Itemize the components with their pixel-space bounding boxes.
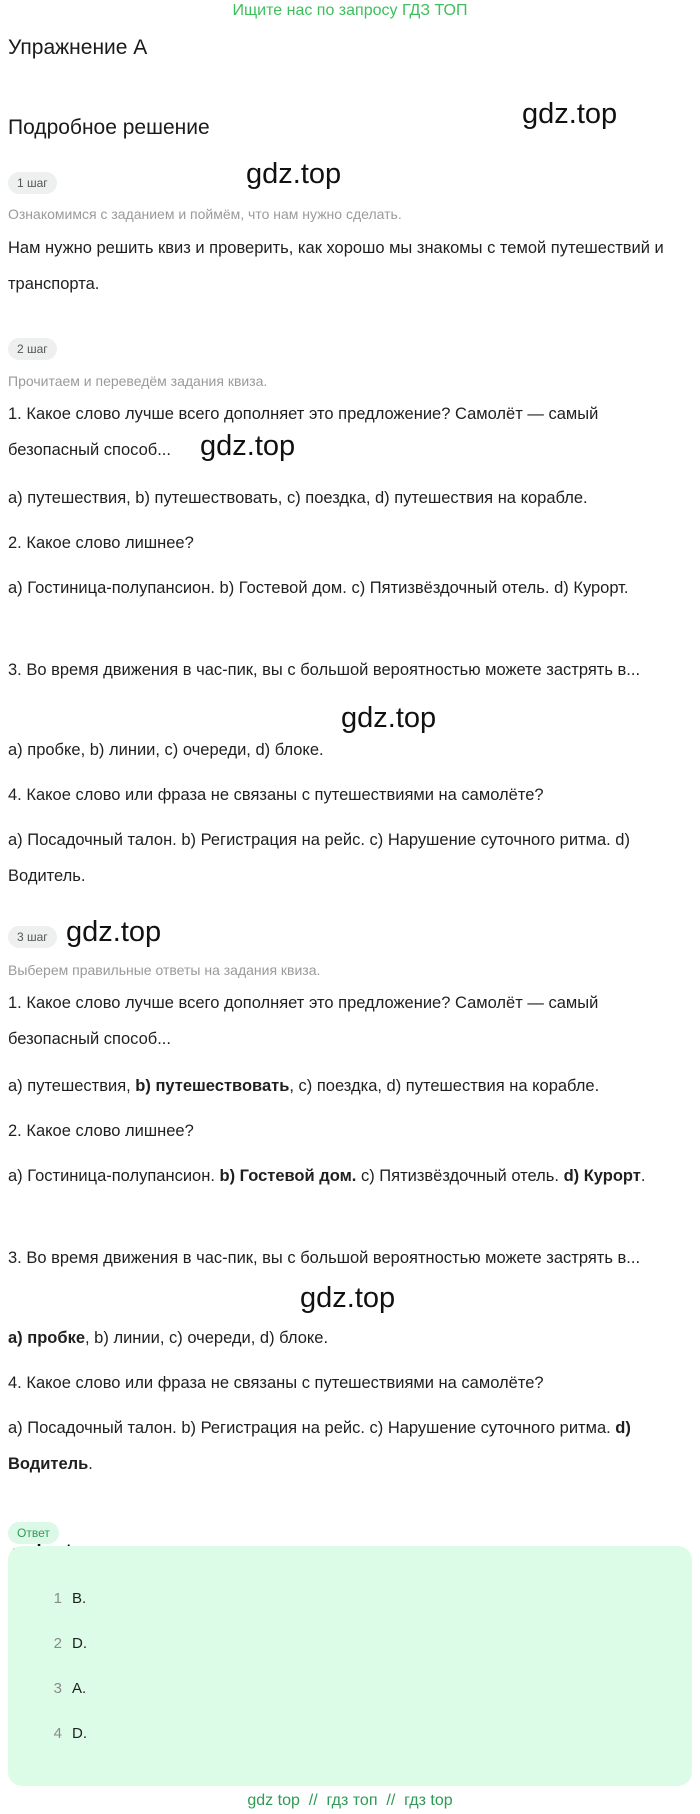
correct-answer: b) Гостевой дом. [219,1167,357,1185]
step-pill: 1 шаг [8,172,57,194]
footer-links[interactable]: gdz top // гдз топ // гдз top [247,1792,453,1809]
question: 2. Какое слово лишнее? [8,1122,194,1140]
question: 2. Какое слово лишнее? [8,534,194,552]
question: 1. Какое слово лучше всего дополняет это предложение? Самолёт — самый безопасный способ... [8,994,599,1048]
step-text: Нам нужно решить квиз и проверить, как хорошо мы знакомы с темой путешествий и транспорта. [8,239,664,293]
question: 4. Какое слово или фраза не связаны с путешествиями на самолёте? [8,786,544,804]
answer-item: 1 B. [53,1590,87,1607]
solution-heading: Подробное решение [8,116,210,139]
correct-answer: d) Курорт [563,1167,641,1185]
watermark: gdz.top [246,158,342,190]
page-title: Упражнение A [8,36,148,59]
step-hint: Прочитаем и переведём задания квиза. [8,373,268,389]
answer-box [8,1546,692,1786]
watermark: gdz.top [522,98,618,130]
step-pill: 2 шаг [8,338,57,360]
watermark: gdz.top [66,916,162,948]
question: 4. Какое слово или фраза не связаны с путешествиями на самолёте? [8,1374,544,1392]
step-pill: 3 шаг [8,926,57,948]
step-hint: Ознакомимся с заданием и поймём, что нам нужно сделать. [8,206,402,222]
options: a) Гостиница-полупансион. b) Гостевой дом. c) Пятизвёздочный отель. d) Курорт. [8,579,629,597]
options: a) пробке, b) линии, c) очереди, d) блоке. [8,741,324,759]
options: a) путешествия, b) путешествовать, c) поездка, d) путешествия на корабле. [8,489,588,507]
question: 3. Во время движения в час-пик, вы с большой вероятностью можете застрять в... [8,1249,641,1267]
watermark: gdz.top [300,1282,396,1314]
answer-item: 3 A. [53,1680,87,1697]
answer-item: 2 D. [53,1635,87,1652]
options: a) путешествия, b) путешествовать, c) поездка, d) путешествия на корабле. [8,1077,600,1095]
step-hint: Выберем правильные ответы на задания квиза. [8,962,321,978]
question: 1. Какое слово лучше всего дополняет это предложение? Самолёт — самый безопасный способ... [8,405,599,459]
options: a) Гостиница-полупансион. b) Гостевой дом. c) Пятизвёздочный отель. d) Курорт. [8,1167,646,1185]
top-banner-link[interactable]: Ищите нас по запросу ГДЗ ТОП [232,2,468,19]
answer-item: 4 D. [53,1725,87,1742]
question: 3. Во время движения в час-пик, вы с большой вероятностью можете застрять в... [8,661,641,679]
options: a) Посадочный талон. b) Регистрация на рейс. c) Нарушение суточного ритма. d) Водитель. [8,831,630,885]
watermark: gdz.top [200,430,296,462]
options: a) пробке, b) линии, c) очереди, d) блоке. [8,1329,329,1347]
options: a) Посадочный талон. b) Регистрация на рейс. c) Нарушение суточного ритма. d) Водитель. [8,1419,631,1473]
correct-answer: b) путешествовать [135,1077,290,1095]
correct-answer: a) пробке [8,1329,86,1347]
answer-pill: Ответ [8,1522,59,1544]
watermark: gdz.top [341,702,437,734]
correct-answer: d) Водитель [8,1419,631,1473]
